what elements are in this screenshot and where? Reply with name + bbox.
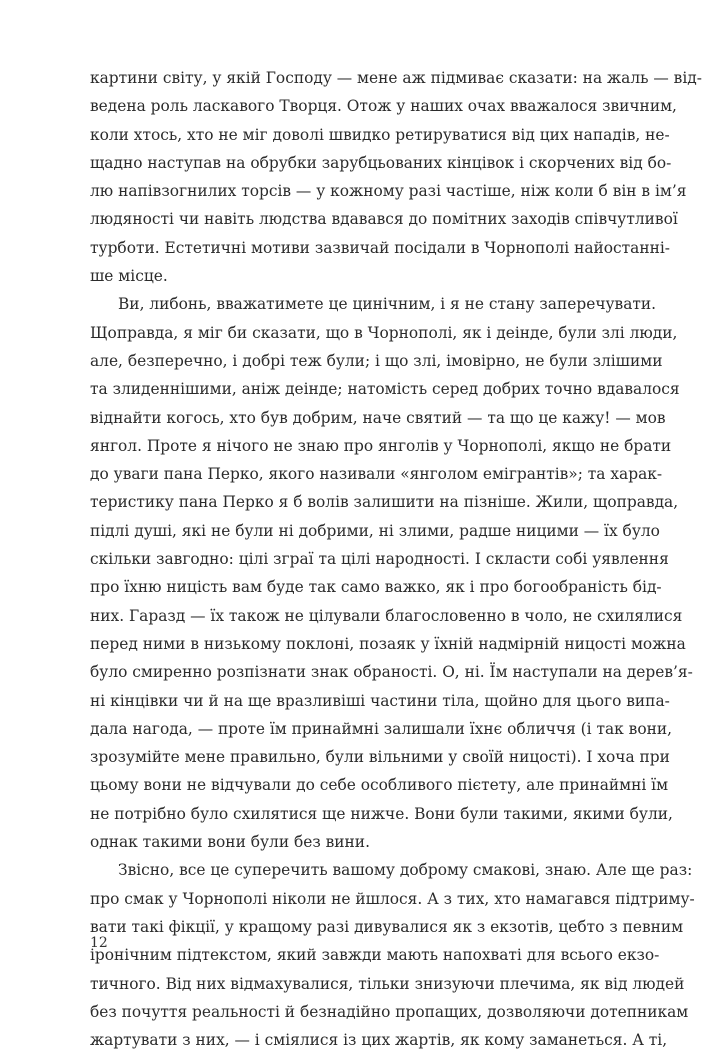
- text-line: ше місце.: [90, 267, 168, 286]
- text-line: про їхню ницість вам буде так само важко, як і про богообраність бід-: [90, 578, 662, 597]
- page-number: 12: [90, 935, 108, 951]
- body-text: [90, 64, 702, 1054]
- paragraph: [90, 290, 693, 856]
- text-line: лю напівзогнилих торсів — у кожному разі частіше, ніж коли б він в ім’я: [90, 182, 687, 201]
- text-line: однак такими вони були без вини.: [90, 833, 370, 852]
- text-line: Ви, либонь, вважатимете це цинічним, і я не стану заперечувати.: [118, 295, 657, 314]
- text-line: скільки завгодно: цілі зграї та цілі народності. І скласти собі уявлення: [90, 550, 669, 569]
- text-line: людяності чи навіть людства вдавався до помітних заходів співчутливої: [90, 210, 678, 229]
- text-line: коли хтось, хто не міг доволі швидко ретируватися від цих нападів, не-: [90, 125, 670, 144]
- text-line: підлі душі, які не були ні добрими, ні злими, радше ницими — їх було: [90, 521, 660, 540]
- text-line: ведена роль ласкавого Творця. Отож у наших очах вважалося звичним,: [90, 97, 677, 116]
- paragraph: [90, 856, 695, 1054]
- text-line: щадно наступав на обрубки зарубцьованих кінцівок і скорчених від бо-: [90, 153, 672, 172]
- text-line: вати такі фікції, у кращому разі дивувалися як з екзотів, цебто з певним: [90, 917, 684, 936]
- text-line: картини світу, у якій Господу — мене аж підмиває сказати: на жаль — від-: [90, 69, 702, 87]
- text-line: іронічним підтекстом, який завжди мають напохваті для всього екзо-: [90, 946, 660, 965]
- text-line: про смак у Чорнополі ніколи не йшлося. А з тих, хто намагався підтриму-: [90, 889, 695, 908]
- text-line: та злиденнішими, аніж деінде; натомість серед добрих точно вдавалося: [90, 380, 680, 399]
- paragraph: [90, 64, 702, 290]
- text-line: було смиренно розпізнати знак обраності. О, ні. Їм наступали на дерев’я-: [90, 663, 693, 682]
- text-line: турботи. Естетичні мотиви зазвичай посідали в Чорнополі найостанні-: [90, 238, 670, 257]
- text-line: янгол. Проте я нічого не знаю про янголів у Чорнополі, якщо не брати: [90, 436, 672, 455]
- text-line: дала нагода, — проте їм принаймні залишали їхнє обличчя (і так вони,: [90, 719, 673, 738]
- text-line: тичного. Від них відмахувалися, тільки знизуючи плечима, як від людей: [90, 974, 685, 993]
- text-line: них. Гаразд — їх також не цілували благословенно в чоло, не схилялися: [90, 606, 683, 625]
- text-line: до уваги пана Перко, якого називали «янголом емігрантів»; та харак-: [90, 465, 663, 484]
- text-line: Звісно, все це суперечить вашому доброму смакові, знаю. Але ще раз:: [118, 861, 693, 880]
- text-line: Щоправда, я міг би сказати, що в Чорнополі, як і деінде, були злі люди,: [90, 323, 678, 342]
- text-line: теристику пана Перко я б волів залишити на пізніше. Жили, щоправда,: [90, 493, 679, 512]
- text-line: без почуття реальності й безнадійно пропащих, дозволяючи дотепникам: [90, 1002, 689, 1021]
- text-line: жартувати з них, — і сміялися із цих жартів, як кому заманеться. А ті,: [90, 1031, 668, 1050]
- text-line: перед ними в низькому поклоні, позаяк у їхній надмірній ницості можна: [90, 634, 686, 653]
- text-line: не потрібно було схилятися ще нижче. Вони були такими, якими були,: [90, 804, 673, 823]
- text-line: зрозумійте мене правильно, були вільними у своїй ницості). І хоча при: [90, 748, 670, 767]
- text-line: цьому вони не відчували до себе особливого пієтету, але принаймні їм: [90, 776, 669, 795]
- text-line: ні кінцівки чи й на ще вразливіші частини тіла, щойно для цього випа-: [90, 691, 670, 710]
- text-line: але, безперечно, і добрі теж були; і що злі, імовірно, не були злішими: [90, 351, 663, 370]
- text-line: віднайти когось, хто був добрим, наче святий — та що це кажу! — мов: [90, 408, 666, 427]
